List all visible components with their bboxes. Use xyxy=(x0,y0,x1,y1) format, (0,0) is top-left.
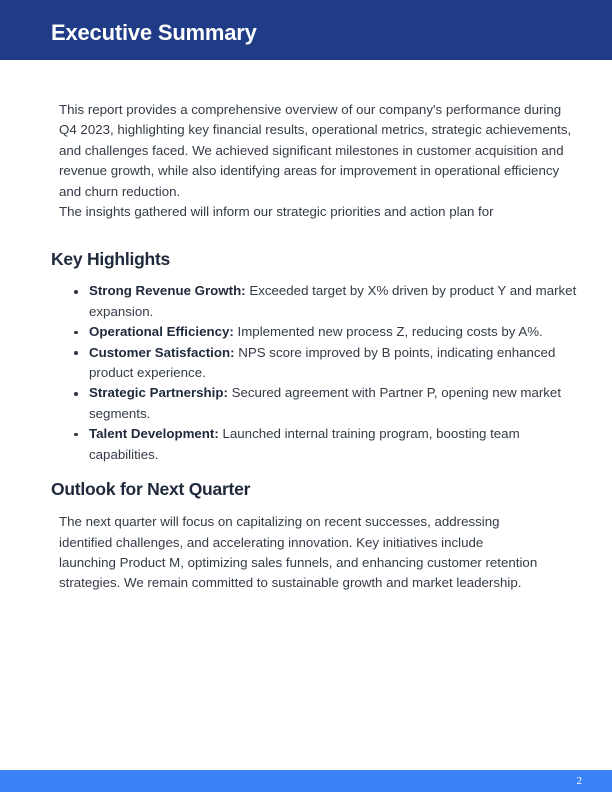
list-item-term: Strategic Partnership: xyxy=(89,385,228,401)
page-title: Executive Summary xyxy=(51,20,257,45)
list-item xyxy=(0,343,612,384)
list-item xyxy=(0,424,612,465)
bullet-dot-icon xyxy=(74,433,78,437)
bullet-dot-icon xyxy=(74,392,78,396)
list-item-description: Secured agreement with Partner P, opening new market segments. xyxy=(89,385,562,421)
list-item-description: Implemented new process Z, reducing costs by A%. xyxy=(233,324,543,340)
list-item-term: Operational Efficiency: xyxy=(89,324,234,340)
bullet-dot-icon xyxy=(74,351,78,355)
list-item-description: Exceeded target by X% driven by product Y and market expansion. xyxy=(89,283,577,319)
intro-paragraph-2: The insights gathered will inform our strategic priorities and action plan for xyxy=(59,204,494,220)
bullet-dot-icon xyxy=(74,331,78,335)
list-item-description: Launched internal training program, boosting team capabilities. xyxy=(89,426,520,462)
list-item-description: NPS score improved by B points, indicating enhanced product experience. xyxy=(89,344,556,381)
bullet-dot-icon xyxy=(74,290,78,294)
outlook-paragraph: The next quarter will focus on capitalizing on recent successes, addressing identified challenges, and accelerating innovation. Key initiatives include launching Product M, optimizing sales funnels, and enhancing customer retention strategies. We remain committed to sustainable growth and market leadership. xyxy=(59,514,538,591)
section-heading-key-highlights: Key Highlights xyxy=(51,249,171,270)
intro-paragraph-1: This report provides a comprehensive overview of our company's performance during Q4 2023, highlighting key financial results, operational metrics, strategic achievements, and challenges faced. We achieved significant milestones in customer acquisition and revenue growth, while also identifying areas for improvement in operational efficiency and churn reduction. xyxy=(59,102,572,199)
list-item xyxy=(0,322,612,342)
page-number: 2 xyxy=(576,775,582,787)
page-header-band xyxy=(0,0,612,60)
page-footer-band xyxy=(0,770,612,792)
list-item xyxy=(0,383,612,424)
list-item xyxy=(0,281,612,322)
section-heading-outlook: Outlook for Next Quarter xyxy=(51,479,251,500)
list-item-term: Talent Development: xyxy=(89,426,219,442)
list-item-term: Strong Revenue Growth: xyxy=(89,283,246,299)
key-highlights-list xyxy=(0,281,612,465)
list-item-term: Customer Satisfaction: xyxy=(89,344,235,360)
document-content xyxy=(0,60,612,594)
